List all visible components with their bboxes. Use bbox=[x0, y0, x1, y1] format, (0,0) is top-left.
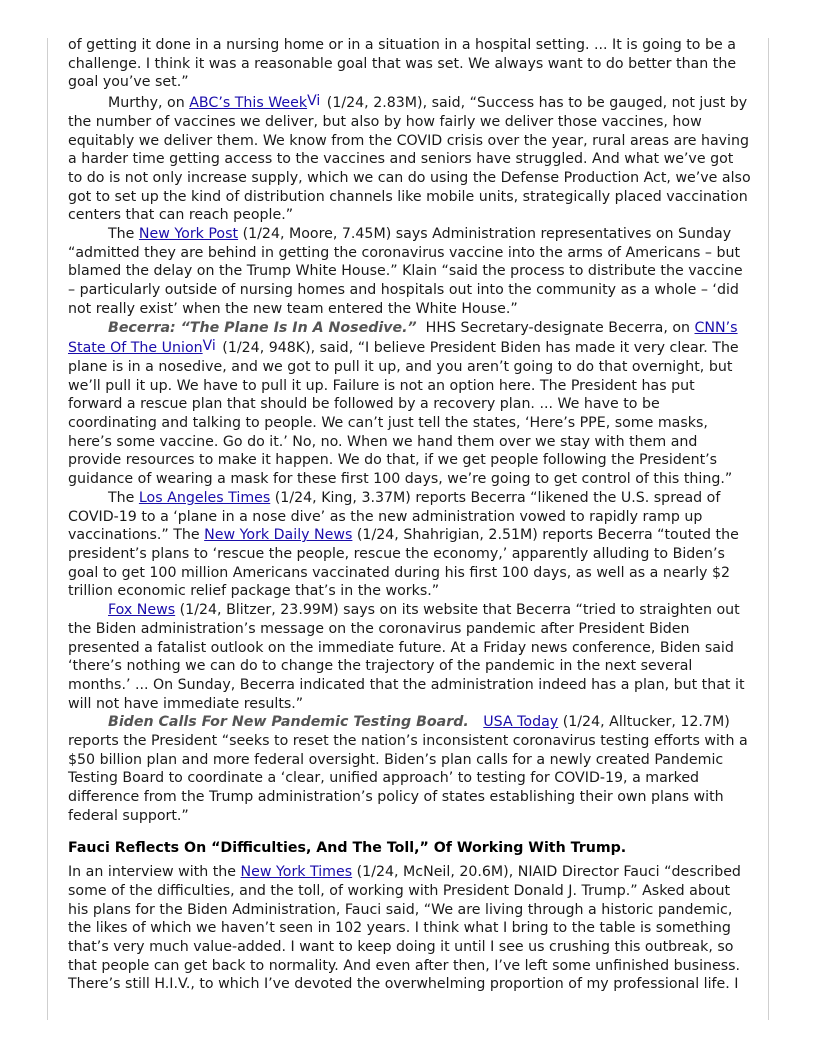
paragraph-ny-post bbox=[68, 225, 752, 319]
new-york-post-link[interactable]: New York Post bbox=[138, 226, 239, 243]
section-heading-fauci: Fauci Reflects On “Difficulties, And The Toll,” Of Working With Trump. bbox=[68, 839, 627, 856]
text-span: (1/24, Shahrigian, 2.51M) reports Becerra “touted the president’s plans to ‘rescue the people, rescue the economy,’ apparently alluding to Biden’s goal to get 100 million Americans vaccinated during his first 100 days, as well as a nearly $2 trillion economic relief package that’s in the works.” bbox=[68, 527, 739, 600]
paragraph-fauci bbox=[68, 863, 752, 994]
story-lead-becerra: Becerra: “The Plane Is In A Nosedive.” bbox=[108, 319, 417, 336]
text-span: (1/24, 2.83M), said, “Success has to be gauged, not just by the number of vaccines we deliver, but also by how fairly we deliver those vaccines, how equitably we deliver them. We know from the COVID crisis over the year, rural areas are having a harder time getting access to the vaccines and seniors have struggled. And what we’ve got to do is not only increase supply, which we can do using the Defense Production Act, we’ve also got to set up the kind of distribution channels like mobile units, strategically placed vaccination centers that can reach people.” bbox=[68, 95, 751, 224]
paragraph-becerra bbox=[68, 319, 752, 489]
article-body bbox=[68, 36, 752, 994]
text-span: (1/24, McNeil, 20.6M), NIAID Director Fauci “described some of the difficulties, and the toll, of working with President Donald J. Trump.” Asked about his plans for the Biden Administration, Fauci said, “We are living through a historic pandemic, the likes of which we haven’t seen in 102 years. I think what I bring to the table is something that’s very much value-added. I want to keep doing it until I see us crushing this outbreak, so that people can get back to normality. And even after then, I’ve left some unfinished business. There’s still H.I.V., to which I’ve devoted the overwhelming proportion of my professional life. I bbox=[68, 864, 741, 993]
paragraph-murthy bbox=[68, 92, 752, 225]
text-span: (1/24, King, 3.37M) reports Becerra “likened the U.S. spread of COVID-19 to a ‘plane in a nose dive’ as the new administration vowed to rapidly ramp up vaccinations.” The bbox=[68, 489, 721, 544]
paragraph-continuation: of getting it done in a nursing home or in a situation in a hospital setting. ... It is going to be a challenge. I think it was a reasonable goal that was set. We always want to do better than the goal you’ve set.” bbox=[68, 37, 737, 91]
text-span: In an interview with the bbox=[68, 864, 241, 881]
text-span: The bbox=[108, 226, 139, 243]
text-span: (1/24, Moore, 7.45M) says Administration representatives on Sunday “admitted they are behind in getting the coronavirus vaccine into the arms of Americans – but blamed the delay on the Trump White House.” Klain “said the process to distribute the vaccine – particularly outside of nursing homes and hospitals out into the community as a whole – ‘did not really exist’ when the new team entered the White House.” bbox=[68, 226, 743, 317]
text-span: Murthy, on bbox=[108, 95, 190, 112]
paragraph-testing-board bbox=[68, 713, 752, 825]
paragraph-fox-news bbox=[68, 601, 752, 713]
video-icon-label[interactable]: Vi bbox=[202, 338, 216, 355]
text-span: HHS Secretary-designate Becerra, on bbox=[416, 319, 695, 336]
story-lead-testing-board: Biden Calls For New Pandemic Testing Board. bbox=[108, 714, 469, 731]
paragraph-la-times bbox=[68, 489, 752, 601]
text-span: (1/24, Alltucker, 12.7M) reports the President “seeks to reset the nation’s inconsistent coronavirus testing efforts with a $50 billion plan and more federal oversight. Biden’s plan calls for a newly created Pandemic Testing Board to coordinate a ‘clear, unified approach’ to testing for COVID-19, a marked difference from the Trump administration’s policy of states establishing their own plans with federal support.” bbox=[68, 714, 748, 824]
usa-today-link[interactable]: USA Today bbox=[483, 714, 559, 731]
video-icon-label[interactable]: Vi bbox=[307, 93, 321, 110]
abc-this-week-link[interactable]: ABC’s This Week bbox=[189, 95, 308, 112]
fox-news-link[interactable]: Fox News bbox=[108, 602, 176, 619]
los-angeles-times-link[interactable]: Los Angeles Times bbox=[138, 489, 271, 506]
right-margin-rule bbox=[768, 38, 769, 1020]
new-york-daily-news-link[interactable]: New York Daily News bbox=[204, 527, 353, 544]
text-span: (1/24, Blitzer, 23.99M) says on its website that Becerra “tried to straighten out the Biden administration’s message on the coronavirus pandemic after President Biden presented a fatalist outlook on the immediate future. At a Friday news conference, Biden said ‘there’s nothing we can do to change the trajectory of the pandemic in the next several months.’ ... On Sunday, Becerra indicated that the administration indeed has a plan, but that it will not have immediate results.” bbox=[68, 602, 745, 712]
left-margin-rule bbox=[47, 38, 48, 1020]
new-york-times-link[interactable]: New York Times bbox=[240, 864, 353, 881]
text-span: The bbox=[108, 489, 139, 506]
cnn-state-of-the-union-link[interactable]: CNN’s State Of The Union bbox=[68, 319, 738, 357]
text-span: (1/24, 948K), said, “I believe President Biden has made it very clear. The plane is in a nosedive, and we got to pull it up, and you aren’t going to do that overnight, but we’ll pull it up. We have to pull it up. Failure is not an option here. The President has put forward a rescue plan that should be followed by a recovery plan. ... We have to be coordinating and talking to people. We can’t just tell the states, ‘Here’s PPE, some masks, here’s some vaccine. Go do it.’ No, no. When we hand them over we stay with them and provide resources to make it happen. We do that, if we get people following the President’s guidance of wearing a mask for these first 100 days, we’re going to get control of this thing.” bbox=[68, 340, 739, 488]
